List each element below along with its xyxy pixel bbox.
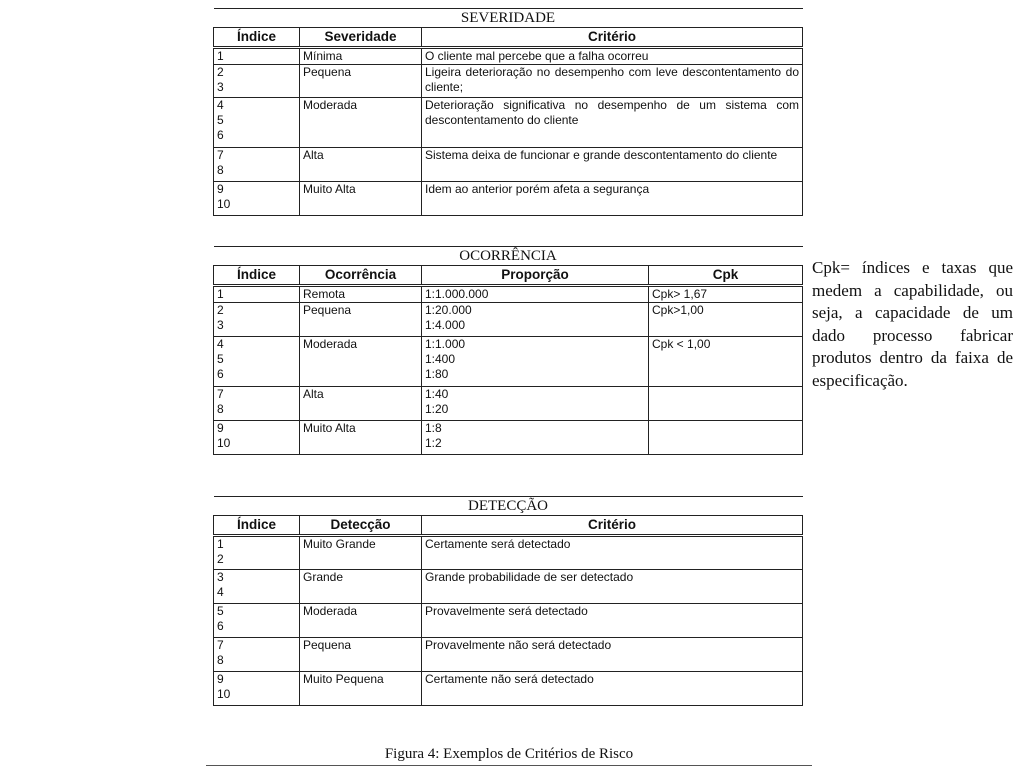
col-header-deteccao: Detecção (300, 516, 422, 536)
severidade-cell: Muito Alta (300, 182, 422, 216)
criterio-cell: Certamente não será detectado (422, 672, 803, 706)
severidade-cell: Pequena (300, 65, 422, 98)
col-header-criterio: Critério (422, 516, 803, 536)
criterio-cell: Certamente será detectado (422, 536, 803, 570)
deteccao-cell: Moderada (300, 604, 422, 638)
indice-cell: 7 8 (214, 148, 300, 182)
ocorrencia-cell: Remota (300, 286, 422, 303)
table-row (214, 148, 803, 182)
ocorrencia-cell: Pequena (300, 303, 422, 337)
col-header-indice: Índice (214, 266, 300, 286)
indice-cell: 1 (214, 286, 300, 303)
ocorrencia-cell: Muito Alta (300, 421, 422, 455)
cpk-cell (649, 387, 803, 421)
table-row (214, 98, 803, 148)
table-row (214, 48, 803, 65)
deteccao-cell: Grande (300, 570, 422, 604)
indice-cell: 9 10 (214, 421, 300, 455)
table-row (214, 570, 803, 604)
criterio-cell: Grande probabilidade de ser detectado (422, 570, 803, 604)
table-row (214, 337, 803, 387)
table-row (214, 672, 803, 706)
ocorrencia-table (213, 246, 803, 455)
col-header-ocorrencia: Ocorrência (300, 266, 422, 286)
severidade-cell: Moderada (300, 98, 422, 148)
col-header-criterio: Critério (422, 28, 803, 48)
table-row (214, 421, 803, 455)
cpk-cell: Cpk>1,00 (649, 303, 803, 337)
indice-cell: 7 8 (214, 638, 300, 672)
table-row (214, 387, 803, 421)
cpk-side-note: Cpk= índices e taxas que medem a capabilidade, ou seja, a capacidade de um dado processo fabricar produtos dentro da faixa de especificação. (812, 258, 1013, 390)
cpk-cell (649, 421, 803, 455)
col-header-indice: Índice (214, 28, 300, 48)
criterio-cell: Provavelmente será detectado (422, 604, 803, 638)
proporcao-cell: 1:40 1:20 (422, 387, 649, 421)
deteccao-table (213, 496, 803, 706)
indice-cell: 5 6 (214, 604, 300, 638)
indice-cell: 4 5 6 (214, 98, 300, 148)
col-header-indice: Índice (214, 516, 300, 536)
severidade-cell: Alta (300, 148, 422, 182)
severidade-cell: Mínima (300, 48, 422, 65)
severidade-title: SEVERIDADE (214, 9, 803, 28)
indice-cell: 1 2 (214, 536, 300, 570)
table-row (214, 303, 803, 337)
table-row (214, 604, 803, 638)
col-header-cpk: Cpk (649, 266, 803, 286)
indice-cell: 2 3 (214, 303, 300, 337)
criterio-cell: Ligeira deterioração no desempenho com leve descontentamento do cliente; (422, 65, 803, 98)
indice-cell: 9 10 (214, 672, 300, 706)
indice-cell: 1 (214, 48, 300, 65)
table-row (214, 536, 803, 570)
deteccao-cell: Pequena (300, 638, 422, 672)
proporcao-cell: 1:1.000.000 (422, 286, 649, 303)
deteccao-cell: Muito Grande (300, 536, 422, 570)
proporcao-cell: 1:1.000 1:400 1:80 (422, 337, 649, 387)
ocorrencia-cell: Alta (300, 387, 422, 421)
col-header-severidade: Severidade (300, 28, 422, 48)
criterio-cell: Idem ao anterior porém afeta a segurança (422, 182, 803, 216)
cpk-cell: Cpk < 1,00 (649, 337, 803, 387)
proporcao-cell: 1:20.000 1:4.000 (422, 303, 649, 337)
table-row (214, 182, 803, 216)
indice-cell: 2 3 (214, 65, 300, 98)
deteccao-cell: Muito Pequena (300, 672, 422, 706)
indice-cell: 9 10 (214, 182, 300, 216)
deteccao-title: DETECÇÃO (214, 497, 803, 516)
ocorrencia-title: OCORRÊNCIA (214, 247, 803, 266)
criterio-cell: Sistema deixa de funcionar e grande descontentamento do cliente (422, 148, 803, 182)
severidade-table (213, 8, 803, 216)
criterio-cell: Provavelmente não será detectado (422, 638, 803, 672)
indice-cell: 7 8 (214, 387, 300, 421)
cpk-cell: Cpk> 1,67 (649, 286, 803, 303)
table-row (214, 286, 803, 303)
criterio-cell: O cliente mal percebe que a falha ocorreu (422, 48, 803, 65)
table-row (214, 638, 803, 672)
criterio-cell: Deterioração significativa no desempenho de um sistema com descontentamento do cliente (422, 98, 803, 148)
figure-caption: Figura 4: Exemplos de Critérios de Risco (206, 743, 812, 766)
indice-cell: 4 5 6 (214, 337, 300, 387)
indice-cell: 3 4 (214, 570, 300, 604)
table-row (214, 65, 803, 98)
col-header-proporcao: Proporção (422, 266, 649, 286)
ocorrencia-cell: Moderada (300, 337, 422, 387)
proporcao-cell: 1:8 1:2 (422, 421, 649, 455)
